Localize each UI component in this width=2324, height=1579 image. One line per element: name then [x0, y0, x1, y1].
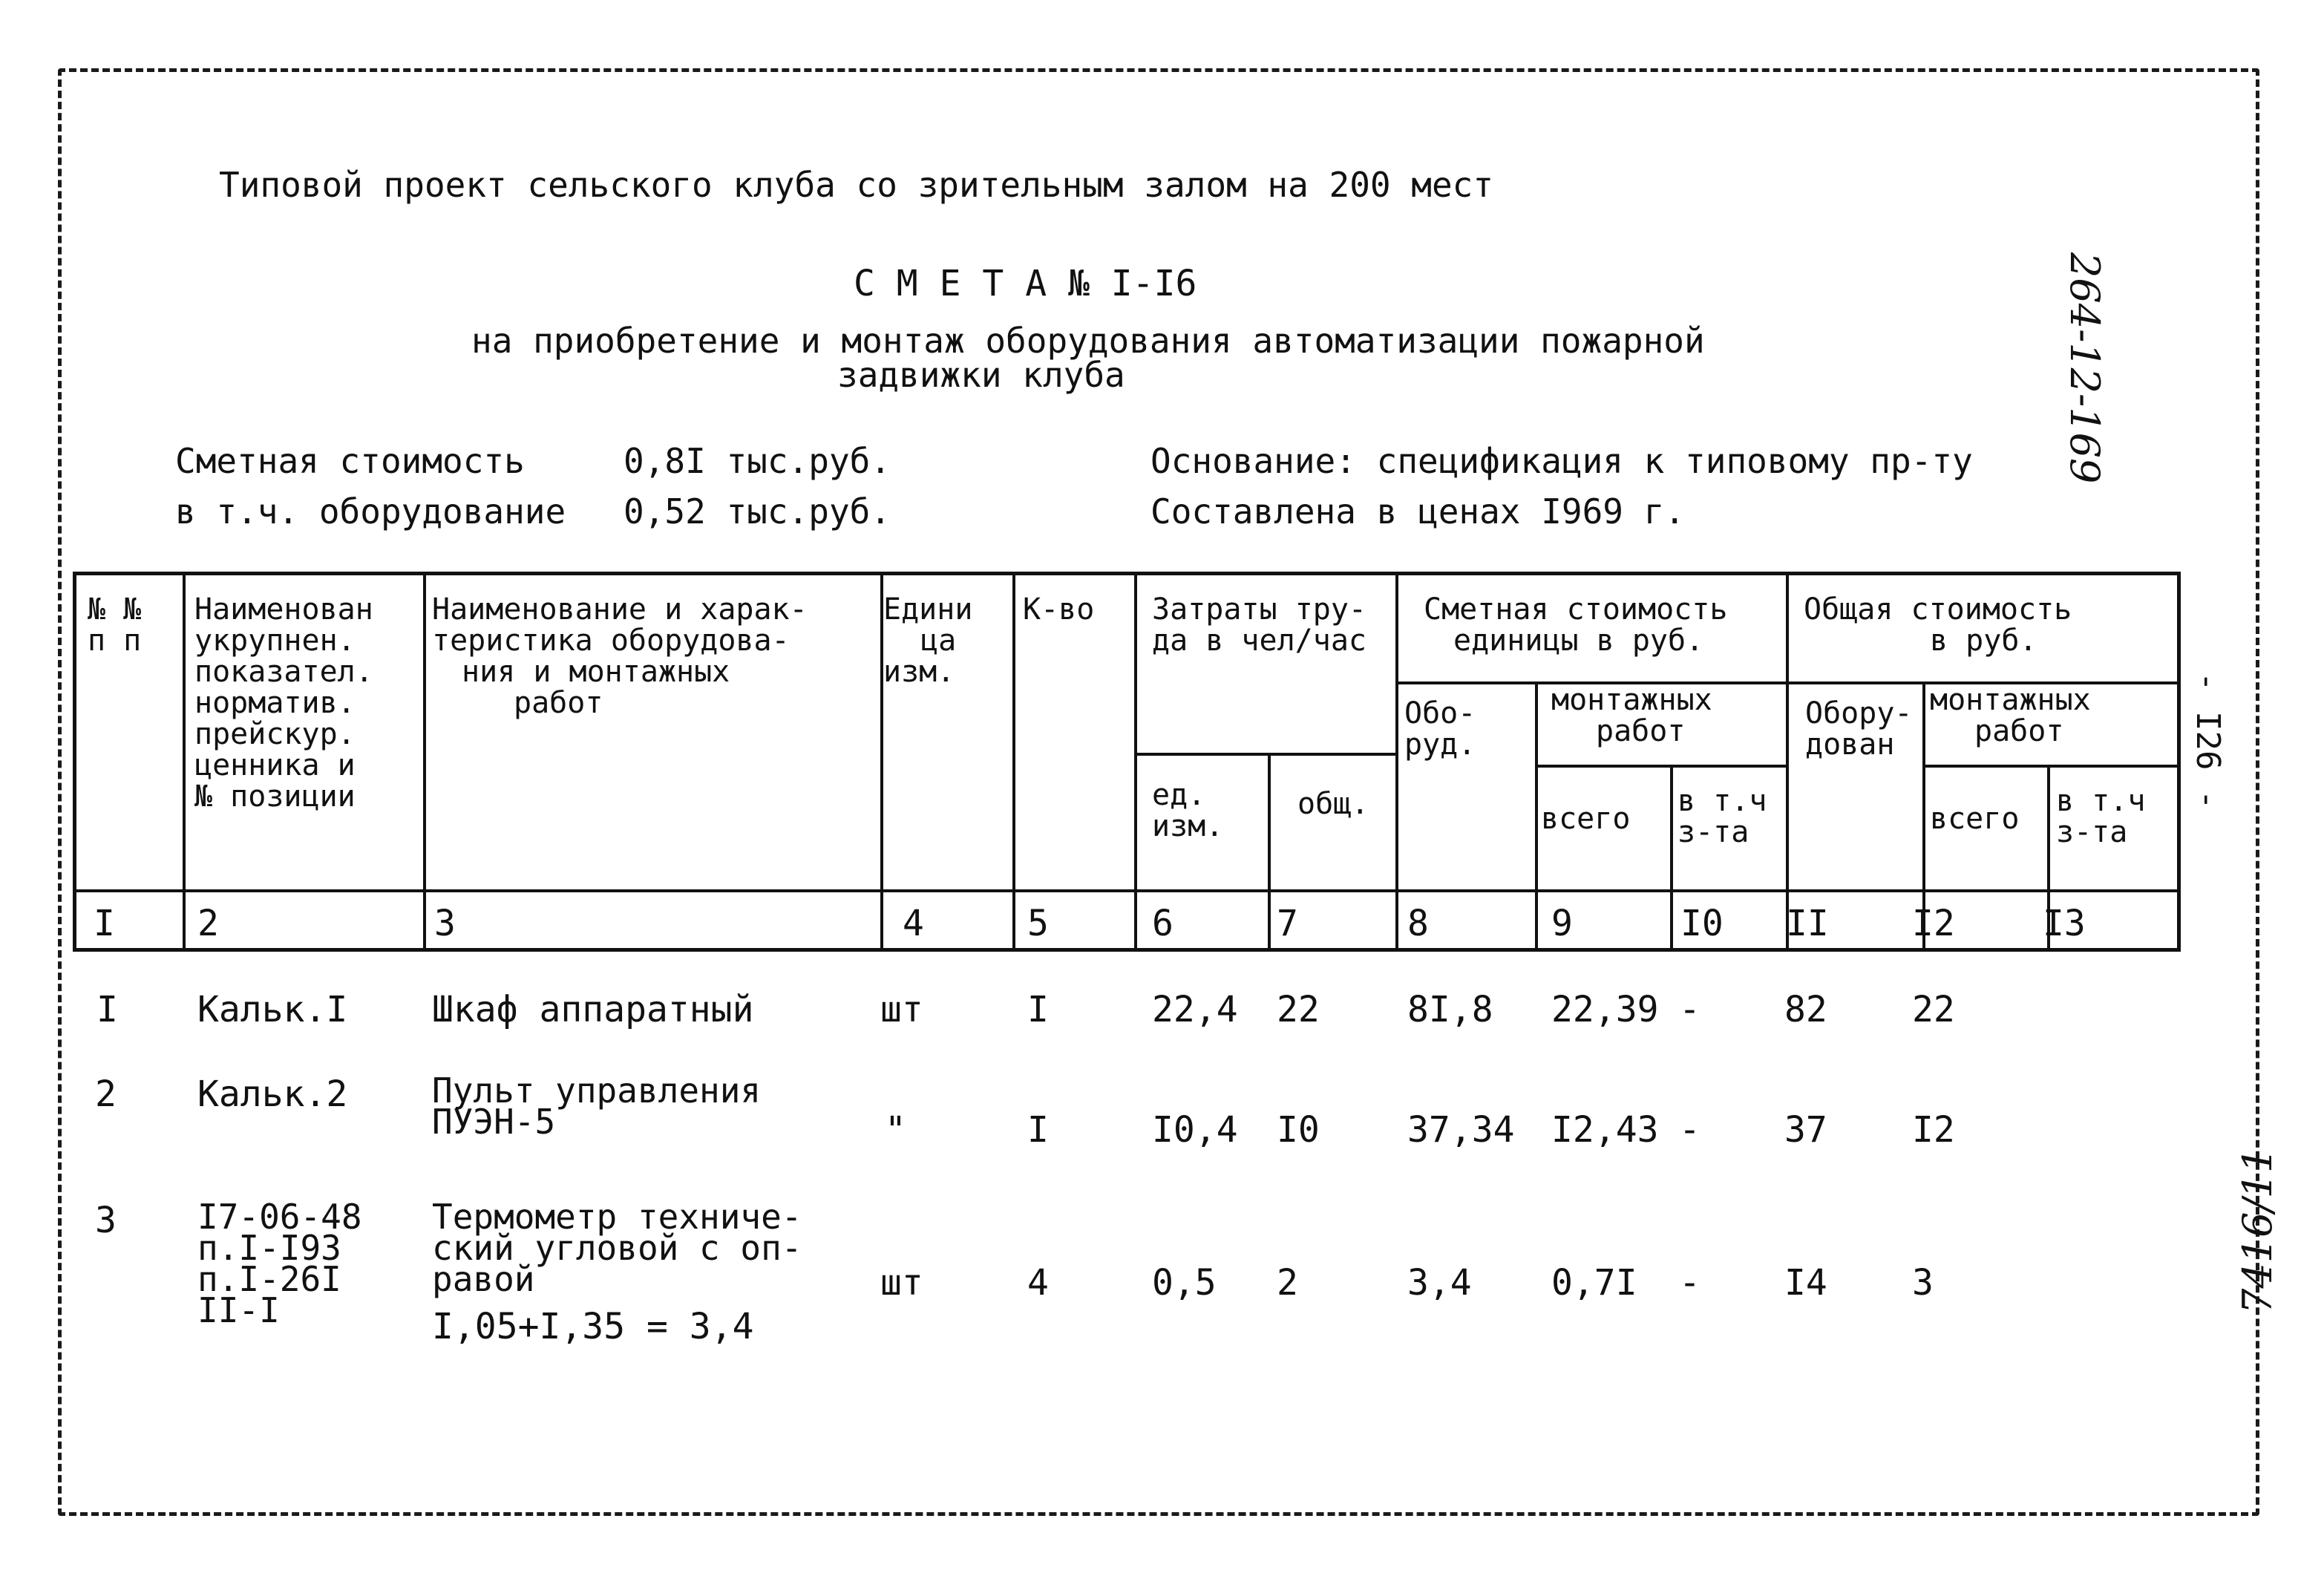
row3-install-cost: 0,7I — [1551, 1262, 1637, 1304]
page-number: - I26 - — [2189, 672, 2227, 810]
row3-name: Термометр техниче- ский угловой с оп- равой I,05+I,35 = 3,4 — [432, 1197, 802, 1347]
row2-name: Пульт управления ПУЭН-5 — [432, 1070, 762, 1142]
header-col2: Наименован укрупнен. показател. норматив. прейскур. ценника и № позиции — [194, 592, 373, 814]
colnum-2: 2 — [197, 903, 219, 944]
row2-labor-unit: I0,4 — [1152, 1109, 1238, 1151]
table-rule — [1786, 572, 1789, 952]
row3-labor-total: 2 — [1277, 1262, 1298, 1304]
table-rule — [423, 572, 426, 952]
row2-code: Кальк.2 — [197, 1073, 348, 1115]
row3-qty: 4 — [1027, 1262, 1049, 1304]
row1-equip-cost: 8I,8 — [1407, 989, 1493, 1030]
colnum-8: 8 — [1407, 903, 1429, 944]
header-equipment-total: Обору- дован — [1805, 696, 1913, 762]
colnum-10: I0 — [1680, 903, 1724, 944]
equipment-label: в т.ч. оборудование — [175, 491, 566, 532]
row3-code: I7-06-48 п.I-I93 п.I-26I II-I — [197, 1197, 362, 1330]
estimated-cost-value: 0,8I тыс.руб. — [623, 441, 891, 481]
colnum-3: 3 — [434, 903, 456, 944]
margin-note-top-right: 264-12-169 — [2061, 252, 2108, 484]
table-rule — [73, 889, 2181, 892]
colnum-12: I2 — [1912, 903, 1955, 944]
estimated-cost-label: Сметная стоимость — [175, 441, 525, 481]
header-col3: Наименование и харак- теристика оборудова- ния и монтажных работ — [432, 592, 808, 720]
row1-total-equip: 82 — [1784, 989, 1827, 1030]
header-equipment: Обо- руд. — [1404, 696, 1476, 762]
row3-total-equip: I4 — [1784, 1262, 1827, 1304]
equipment-value: 0,52 тыс.руб. — [623, 491, 891, 532]
row1-unit: шт — [880, 989, 923, 1030]
table-rule — [1268, 753, 1271, 952]
colnum-13: I3 — [2043, 903, 2086, 944]
row2-install-wage: - — [1679, 1109, 1701, 1151]
row1-qty: I — [1027, 989, 1049, 1030]
row1-install-wage: - — [1679, 989, 1701, 1030]
row3-unit: шт — [880, 1262, 923, 1304]
row2-qty: I — [1027, 1109, 1049, 1151]
basis-text: Основание: спецификация к типовому пр-ту — [1150, 441, 1973, 481]
header-install-incl: в т.ч з-та — [1677, 784, 1767, 849]
row1-name: Шкаф аппаратный — [432, 989, 754, 1030]
colnum-1: I — [94, 903, 115, 944]
header-labor-total: общ. — [1297, 787, 1369, 821]
row3-equip-cost: 3,4 — [1407, 1262, 1472, 1304]
table-rule — [1134, 753, 1395, 756]
row2-total-install: I2 — [1912, 1109, 1955, 1151]
header-install2-total: всего — [1930, 802, 2020, 836]
row2-labor-total: I0 — [1277, 1109, 1320, 1151]
table-rule — [183, 572, 186, 952]
row3-total-install: 3 — [1912, 1262, 1934, 1304]
prices-text: Составлена в ценах I969 г. — [1150, 491, 1686, 532]
colnum-11: II — [1786, 903, 1829, 944]
colnum-4: 4 — [903, 903, 924, 944]
table-rule — [1670, 765, 1673, 952]
colnum-5: 5 — [1027, 903, 1049, 944]
table-rule — [1535, 765, 1786, 768]
row2-unit: " — [885, 1109, 906, 1151]
table-rule — [1395, 572, 1398, 952]
table-rule — [1922, 765, 2181, 768]
row1-total-install: 22 — [1912, 989, 1955, 1030]
header-install2: монтажных работ — [1930, 683, 2091, 748]
row1-install-cost: 22,39 — [1551, 989, 1659, 1030]
row1-number: I — [96, 989, 118, 1030]
table-rule — [1012, 572, 1015, 952]
row2-number: 2 — [95, 1073, 117, 1115]
header-labor-unit: ед. изм. — [1152, 778, 1224, 843]
table-rule — [1535, 681, 1538, 952]
row2-total-equip: 37 — [1784, 1109, 1827, 1151]
row2-install-cost: I2,43 — [1551, 1109, 1659, 1151]
row2-equip-cost: 37,34 — [1407, 1109, 1515, 1151]
header-install: монтажных работ — [1551, 683, 1712, 748]
row1-labor-total: 22 — [1277, 989, 1320, 1030]
colnum-7: 7 — [1277, 903, 1298, 944]
margin-note-bottom-right: 7416/11 — [2234, 1147, 2281, 1314]
estimate-title: С М Е Т А № I-I6 — [854, 263, 1197, 304]
header-col1: № № п п — [88, 592, 142, 658]
header-col5: К-во — [1023, 592, 1095, 627]
estimate-subtitle-2: задвижки клуба — [837, 355, 1125, 395]
row3-number: 3 — [95, 1200, 117, 1241]
header-labor: Затраты тру- да в чел/час — [1152, 592, 1366, 658]
header-unit-cost: Сметная стоимость единицы в руб. — [1424, 592, 1728, 658]
row3-labor-unit: 0,5 — [1152, 1262, 1217, 1304]
header-col4: Едини ца изм. — [883, 592, 973, 689]
row1-labor-unit: 22,4 — [1152, 989, 1238, 1030]
table-rule — [1134, 572, 1137, 952]
project-title: Типовой проект сельского клуба со зрительным залом на 200 мест — [219, 165, 1494, 205]
header-total-cost: Общая стоимость в руб. — [1804, 592, 2072, 658]
colnum-6: 6 — [1152, 903, 1174, 944]
row1-code: Кальк.I — [197, 989, 348, 1030]
colnum-9: 9 — [1551, 903, 1573, 944]
header-install-total: всего — [1541, 802, 1631, 836]
header-install2-incl: в т.ч з-та — [2056, 784, 2146, 849]
estimate-subtitle-1: на приобретение и монтаж оборудования автоматизации пожарной — [471, 321, 1705, 361]
row3-install-wage: - — [1679, 1262, 1701, 1304]
